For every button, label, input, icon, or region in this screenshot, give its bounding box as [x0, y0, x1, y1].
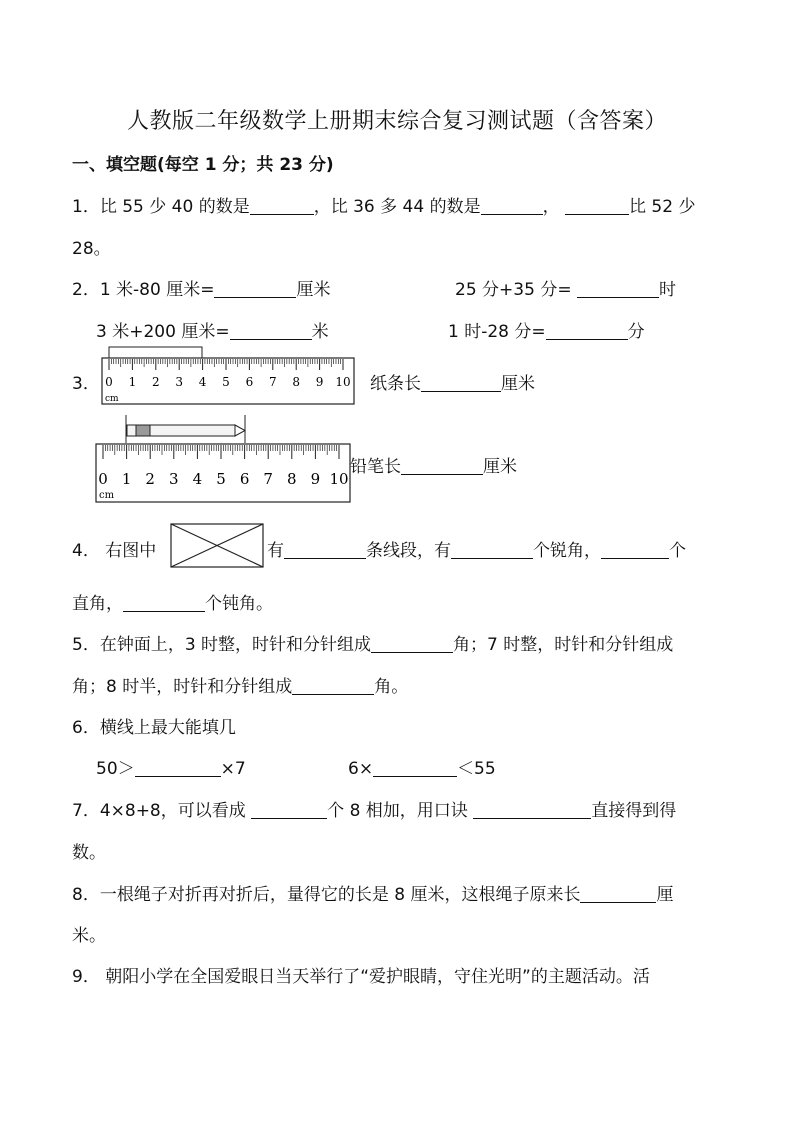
question-6-item1	[96, 754, 246, 779]
answer-blank[interactable]	[546, 321, 628, 340]
q9-text-a: 9． 朝阳小学在全国爱眼日当天举行了“爱护眼睛，守住光明”的主题活动。活	[72, 967, 650, 987]
answer-blank[interactable]	[373, 758, 457, 777]
q3-number: 3．	[72, 374, 100, 394]
answer-blank[interactable]	[451, 540, 533, 559]
page-title: 人教版二年级数学上册期末综合复习测试题（含答案）	[126, 109, 667, 134]
q5-text-b: 角；7 时整，时针和分针组成	[453, 635, 674, 655]
answer-blank[interactable]	[577, 279, 659, 298]
question-6-item2	[348, 754, 496, 779]
q3-paper-label: 纸条长	[370, 374, 421, 394]
ruler-tick-label: 2	[145, 470, 155, 488]
answer-blank[interactable]	[580, 884, 656, 903]
q6-text-a: 6．横线上最大能填几	[72, 718, 236, 738]
q1-text-b: ，比 36 多 44 的数是	[313, 197, 481, 217]
answer-blank[interactable]	[371, 634, 453, 653]
q2-text-a: 2．1 米-80 厘米=	[72, 280, 215, 300]
ruler-tick-label: 4	[198, 375, 207, 389]
question-2-line1a	[72, 275, 330, 300]
q1-text-d: 比 52 少	[629, 197, 696, 217]
ruler-tick-label: 2	[151, 375, 160, 389]
section-heading: 一、填空题(每空 1 分；共 23 分)	[72, 155, 334, 175]
answer-blank[interactable]	[421, 373, 501, 392]
ruler-tick-label: 7	[263, 470, 273, 488]
question-4-line2	[72, 589, 273, 614]
q1-text-c: ，	[542, 197, 560, 217]
q2-text-d: 时	[658, 280, 676, 300]
ruler-tick-label: 10	[335, 375, 351, 389]
q5-text-d: 角。	[374, 677, 409, 697]
ruler-tick-label: 0	[105, 375, 113, 389]
q7-text-d: 数。	[72, 843, 106, 863]
question-1	[72, 192, 695, 217]
answer-blank[interactable]	[230, 321, 312, 340]
q8-text-c: 米。	[72, 926, 106, 946]
ruler-paper-figure	[100, 345, 358, 407]
q6-text-d: 6×	[348, 759, 374, 779]
q7-text-a: 7．4×8+8，可以看成	[72, 801, 246, 821]
answer-blank[interactable]	[481, 196, 543, 215]
answer-blank[interactable]	[284, 540, 366, 559]
answer-blank[interactable]	[135, 758, 221, 777]
q3-pencil	[350, 452, 517, 477]
ruler-tick-label: 9	[310, 470, 321, 488]
q4-text-g: 个钝角。	[205, 594, 273, 614]
ruler-tick-label: 3	[169, 470, 179, 488]
ruler-tick-label: 1	[128, 375, 137, 389]
answer-blank[interactable]	[401, 456, 483, 475]
ruler-unit: cm	[99, 490, 115, 501]
ruler-tick-label: 8	[292, 375, 301, 389]
answer-blank[interactable]	[565, 196, 629, 215]
ruler-tick-label: 7	[268, 375, 277, 389]
question-7-line1	[72, 796, 676, 821]
q6-text-c: ×7	[220, 759, 246, 779]
q2-text-c: 25 分+35 分=	[455, 280, 572, 300]
q6-text-b: 50＞	[96, 759, 135, 779]
answer-blank[interactable]	[292, 676, 374, 695]
q2-text-b: 厘米	[296, 280, 331, 300]
q3-cm1: 厘米	[501, 374, 535, 394]
q1-text-a: 1．比 55 少 40 的数是	[72, 197, 250, 217]
q1-text-e: 28。	[72, 239, 111, 259]
ruler-tick-label: 1	[121, 470, 132, 488]
q2-text-e: 3 米+200 厘米=	[96, 322, 230, 342]
answer-blank[interactable]	[473, 800, 591, 819]
ruler-tick-label: 8	[287, 470, 297, 488]
ruler-pencil-figure	[94, 415, 356, 505]
q2-text-f: 米	[311, 322, 329, 342]
q5-text-c: 角；8 时半，时针和分针组成	[72, 677, 293, 697]
ruler-unit: cm	[105, 394, 119, 404]
ruler-tick-label: 5	[216, 470, 226, 488]
q4-text-b: 有	[267, 541, 284, 561]
q4-text-c: 条线段，有	[366, 541, 451, 561]
answer-blank[interactable]	[250, 196, 314, 215]
q2-text-g: 1 时-28 分=	[448, 322, 546, 342]
question-2-line2a	[96, 317, 329, 342]
rectangle-diagonals-figure	[170, 523, 266, 569]
question-2-line2b	[448, 317, 645, 342]
q3-paper	[370, 369, 535, 394]
ruler-tick-label: 9	[315, 375, 324, 389]
q8-text-b: 厘	[656, 885, 674, 905]
q5-text-a: 5．在钟面上，3 时整，时针和分针组成	[72, 635, 372, 655]
paper-strip	[109, 347, 202, 359]
ruler-tick-label: 6	[245, 375, 254, 389]
ruler-tick-label: 5	[222, 375, 230, 389]
question-2-line1b	[455, 275, 676, 300]
q4-text-a: 4． 右图中	[72, 541, 157, 561]
question-5-line1	[72, 630, 673, 655]
q3-cm2: 厘米	[483, 457, 517, 477]
answer-blank[interactable]	[251, 800, 327, 819]
question-4-line1	[267, 536, 686, 561]
question-5-line2	[72, 672, 408, 697]
q6-text-e: ＜55	[457, 759, 496, 779]
ruler-tick-label: 10	[329, 470, 349, 488]
question-8-line1	[72, 880, 673, 905]
q3-pencil-label: 铅笔长	[350, 457, 401, 477]
q4-text-f: 直角，	[72, 594, 123, 614]
answer-blank[interactable]	[123, 593, 205, 612]
ruler-tick-label: 6	[239, 470, 250, 488]
q2-text-h: 分	[627, 322, 645, 342]
q7-text-c: 直接得到得	[591, 801, 677, 821]
answer-blank[interactable]	[601, 540, 669, 559]
ruler-tick-label: 0	[98, 470, 108, 488]
q4-text-e: 个	[669, 541, 686, 561]
ruler-tick-label: 4	[192, 470, 203, 488]
q4-text-d: 个锐角，	[533, 541, 601, 561]
answer-blank[interactable]	[214, 279, 296, 298]
ruler-tick-label: 3	[175, 375, 184, 389]
q7-text-b: 个 8 相加，用口诀	[327, 801, 468, 821]
q8-text-a: 8．一根绳子对折再对折后，量得它的长是 8 厘米，这根绳子原来长	[72, 885, 581, 905]
